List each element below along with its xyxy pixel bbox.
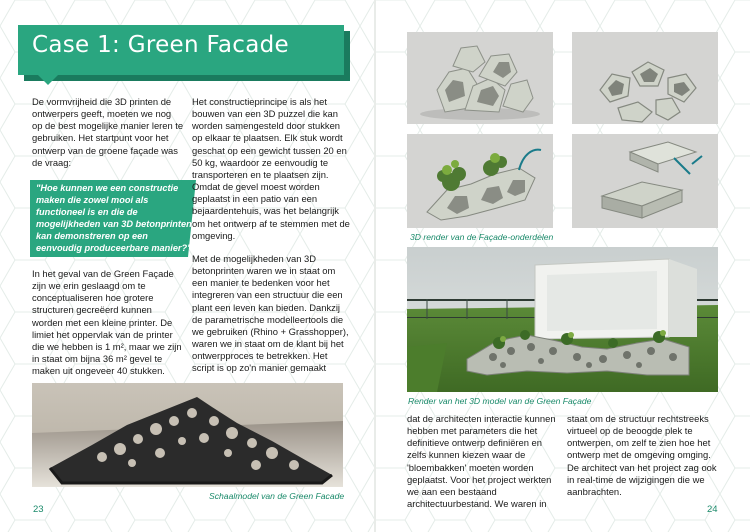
render-part-2 <box>572 32 718 124</box>
scale-model-caption: Schaalmodel van de Green Facade <box>209 491 345 501</box>
construction-paragraph: Het constructieprincipe is als het bouwen van een 3D puzzel die kan worden samengesteld door stukken op elkaar te plaatsen. Elk stuk wordt geschat op een gewicht tussen 20 en 50 kg, waardoor ze eenvoudig te transporteren en te plaatsen zijn. Omdat de gevel moest worden geplaatst in een patio van een bejaardentehuis, was het belangrijk om het ontwerp af te stemmen met de omgeving. <box>192 96 350 241</box>
possibilities-paragraph: Met de mogelijkheden van 3D betonprinten waren we in staat om een manier te bedenken voor het integreren van een structuur die een plant een leven kan bieden. Dankzij de parametrische modelleertools die we gebruiken (Rhino + Grasshopper), waren we in staat om de klant bij het ontwerpproces te betrekken. Het script is op zo'n manier gemaakt <box>192 252 349 374</box>
facade-parts-caption: 3D render van de Façade-onderdelen <box>410 232 554 242</box>
text-column-1 <box>32 96 192 388</box>
body-paragraph: In het geval van de Green Façade zijn we erin geslaagd om te conceptualiseren hoe grotere structuren gecreëerd kunnen worden met een kleine printer. De limiet het oppervlak van de printer die we hebben is 1 m², maar we zijn in staat om bijna 36 m² gevel te maken uit ongeveer 40 stukken. <box>32 267 182 377</box>
page-number-right: 24 <box>707 504 718 515</box>
interaction-paragraph: dat de architecten interactie kunnen hebben met parameters die het definitieve ontwerp definiëren en zelfs kunnen kiezen waar de 'bloembakken' moeten worden geplaatst. Voor het project werkten we aan een bestaand architectuurbestand. We waren in <box>407 413 556 510</box>
spread-fold <box>374 0 376 532</box>
realtime-paragraph: staat om de structuur rechtstreeks virtueel op de beoogde plek te ontwerpen, om zelf te zien hoe het ontwerp met de omgeving omging. De architect van het project zag ook in real-time de wijzigingen die we aanbrachten. <box>567 413 717 497</box>
render-part-1 <box>407 32 553 124</box>
title-banner <box>18 25 350 75</box>
scale-model-photo <box>32 383 343 487</box>
render-part-4 <box>572 134 718 228</box>
facade-render-caption: Render van het 3D model van de Green Façade <box>408 396 592 406</box>
quote-text: "Hoe kunnen we een constructie maken die zowel mooi als functioneel is en die de mogelijkheden van 3D betonprinten kan demonstreren op een eenvoudig produceerbare manier?" <box>36 182 192 254</box>
quote-box <box>30 180 192 257</box>
text-column-4 <box>567 413 723 509</box>
page-title: Case 1: Green Facade <box>32 32 289 58</box>
render-part-3 <box>407 134 553 228</box>
page-number-left: 23 <box>33 504 44 515</box>
text-column-3 <box>407 413 561 521</box>
intro-paragraph: De vormvrijheid die 3D printen de ontwerpers geeft, moeten we nog op de best mogelijke manier leren te gebruiken. Het startpunt voor het ontwerp van de groene façade was de vraag: <box>32 96 184 168</box>
text-column-2 <box>192 96 352 385</box>
facade-render-image <box>407 247 718 392</box>
